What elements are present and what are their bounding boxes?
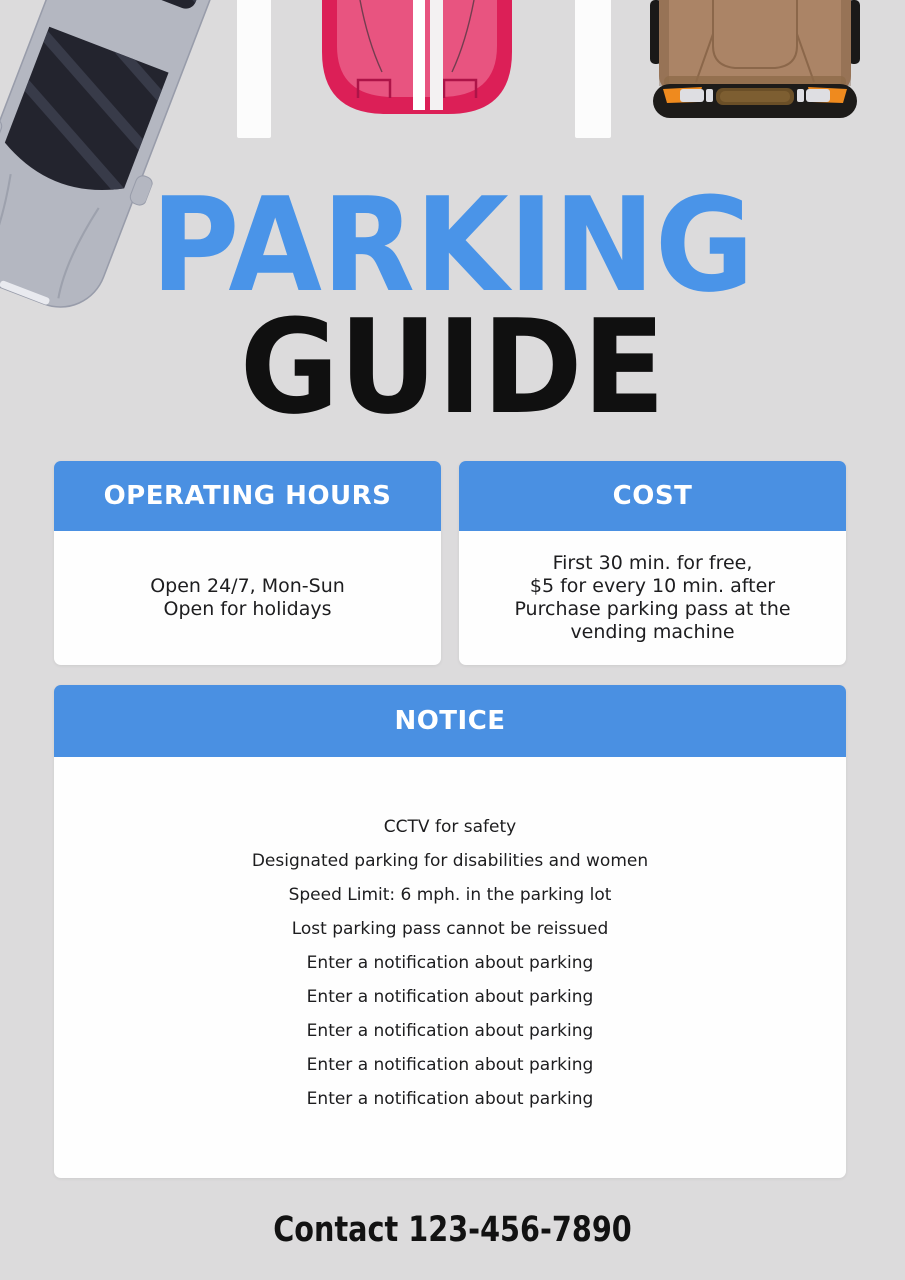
notice-line: Speed Limit: 6 mph. in the parking lot bbox=[288, 885, 612, 905]
notice-line: CCTV for safety bbox=[383, 817, 517, 837]
poster-title-parking: PARKING bbox=[150, 169, 755, 321]
pink-car-icon bbox=[322, 0, 512, 118]
notice-line: Lost parking pass cannot be reissued bbox=[291, 919, 609, 939]
cost-body bbox=[459, 531, 846, 665]
cost-line: vending machine bbox=[570, 621, 735, 643]
brown-van-top-view-illustration bbox=[650, 0, 860, 122]
notice-line: Enter a notification about parking bbox=[306, 953, 594, 973]
cost-line: $5 for every 10 min. after bbox=[529, 575, 776, 597]
parking-lane-line-left bbox=[237, 0, 271, 138]
parking-lane-line-right bbox=[575, 0, 611, 138]
cost-line: First 30 min. for free, bbox=[552, 552, 753, 574]
poster-title-guide: GUIDE bbox=[239, 291, 666, 443]
notice-line: Designated parking for disabilities and women bbox=[251, 851, 649, 871]
notice-line: Enter a notification about parking bbox=[306, 987, 594, 1007]
operating-hours-body bbox=[54, 531, 441, 665]
pink-sports-car-top-view-illustration bbox=[322, 0, 512, 118]
notice-line: Enter a notification about parking bbox=[306, 1021, 594, 1041]
notice-line: Enter a notification about parking bbox=[306, 1055, 594, 1075]
notice-card bbox=[54, 685, 846, 1178]
notice-body bbox=[54, 757, 846, 1178]
cost-line: Purchase parking pass at the bbox=[514, 598, 791, 620]
notice-header: NOTICE bbox=[54, 685, 846, 757]
operating-hours-card bbox=[54, 461, 441, 665]
operating-hours-header: OPERATING HOURS bbox=[54, 461, 441, 531]
notice-line: Enter a notification about parking bbox=[306, 1089, 594, 1109]
operating-hours-line: Open for holidays bbox=[163, 598, 332, 620]
cost-card bbox=[459, 461, 846, 665]
operating-hours-line: Open 24/7, Mon-Sun bbox=[150, 575, 345, 597]
cost-header: COST bbox=[459, 461, 846, 531]
contact-phone-text: Contact 123-456-7890 bbox=[273, 1210, 632, 1250]
brown-van-icon bbox=[650, 0, 860, 122]
